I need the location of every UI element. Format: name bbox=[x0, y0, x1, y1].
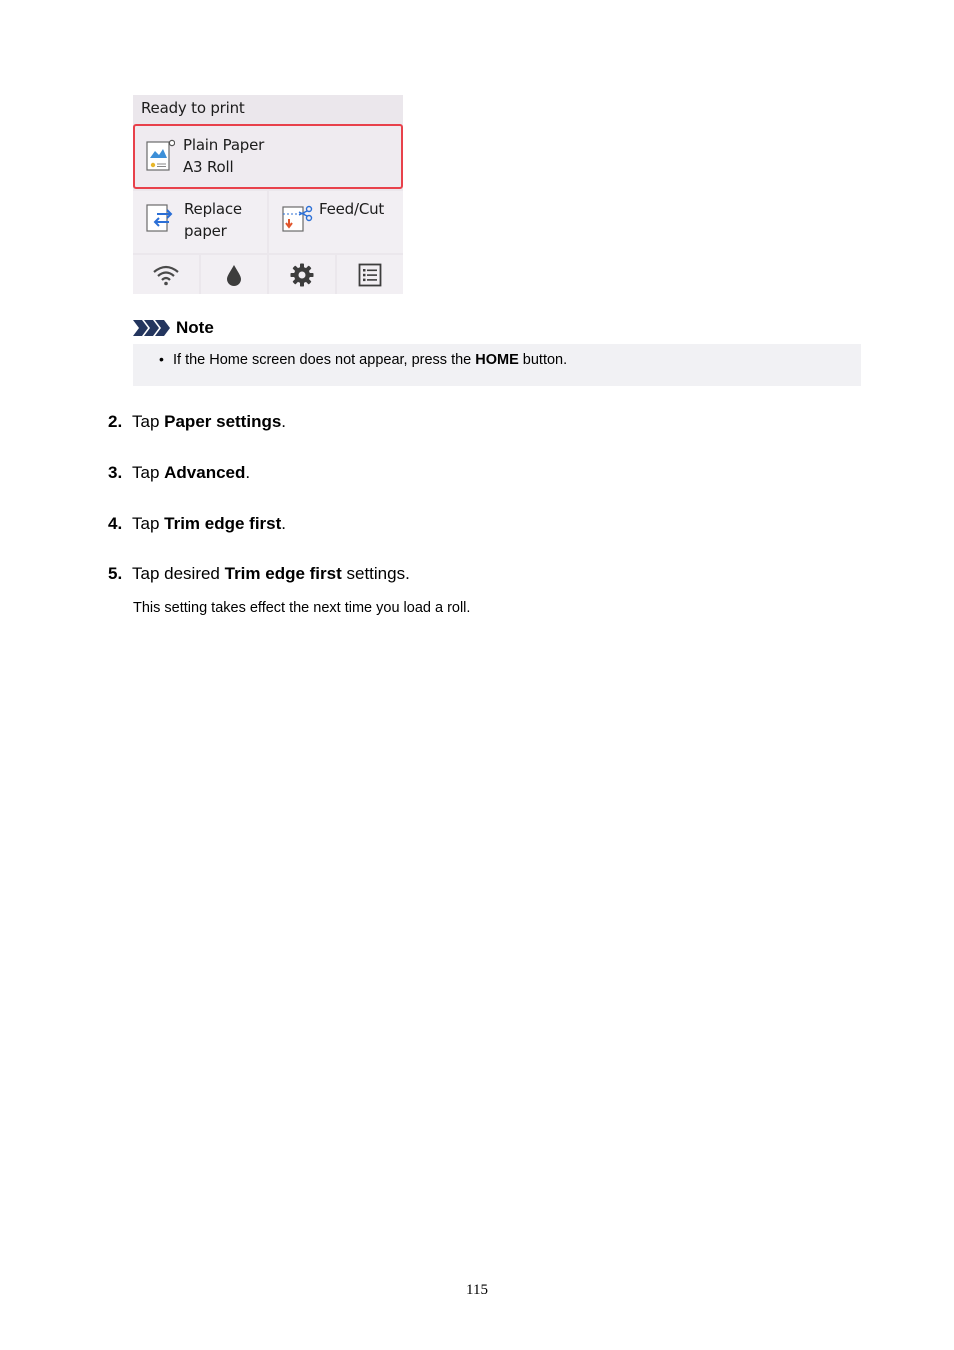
step-2 bbox=[108, 412, 286, 432]
step-5-description: This setting takes effect the next time you load a roll. bbox=[133, 600, 471, 616]
step-3 bbox=[108, 463, 250, 483]
note-text bbox=[173, 352, 567, 368]
paper-settings-button[interactable] bbox=[133, 124, 403, 189]
replace-paper-icon bbox=[145, 203, 175, 233]
replace-paper-label-line2: paper bbox=[184, 222, 227, 240]
feed-cut-icon bbox=[281, 203, 315, 233]
feed-cut-label: Feed/Cut bbox=[319, 200, 385, 218]
note-text-after: button. bbox=[518, 352, 568, 368]
gear-icon bbox=[290, 263, 314, 287]
step-prefix: Tap bbox=[132, 514, 165, 533]
ink-drop-icon bbox=[226, 264, 242, 286]
ink-button[interactable] bbox=[201, 255, 267, 294]
step-suffix: . bbox=[281, 412, 287, 431]
step-number: 2. bbox=[108, 412, 123, 431]
list-icon bbox=[358, 263, 382, 287]
note-text-before: If the Home screen does not appear, press the bbox=[173, 352, 476, 368]
panel-icon-row bbox=[133, 255, 403, 294]
paper-size-label: A3 Roll bbox=[183, 158, 234, 176]
note-bullet: • bbox=[159, 351, 164, 367]
step-suffix: settings. bbox=[341, 564, 410, 583]
step-number: 3. bbox=[108, 463, 123, 482]
paper-roll-icon bbox=[145, 138, 175, 174]
step-5 bbox=[108, 564, 410, 584]
step-bold: Trim edge first bbox=[224, 564, 342, 583]
note-arrows-icon bbox=[133, 320, 171, 336]
note-header bbox=[133, 318, 214, 338]
note-box bbox=[133, 344, 861, 386]
step-suffix: . bbox=[245, 463, 251, 482]
settings-button[interactable] bbox=[269, 255, 335, 294]
page-number: 115 bbox=[466, 1282, 488, 1298]
step-number: 4. bbox=[108, 514, 123, 533]
panel-status-text: Ready to print bbox=[141, 99, 245, 117]
feed-cut-button[interactable] bbox=[269, 191, 403, 253]
step-bold: Trim edge first bbox=[164, 514, 282, 533]
step-number: 5. bbox=[108, 564, 123, 583]
step-4 bbox=[108, 514, 286, 534]
replace-paper-label-line1: Replace bbox=[184, 200, 242, 218]
step-suffix: . bbox=[281, 514, 287, 533]
step-prefix: Tap bbox=[132, 412, 165, 431]
step-prefix: Tap bbox=[132, 463, 165, 482]
panel-action-row bbox=[133, 191, 403, 253]
step-bold: Advanced bbox=[164, 463, 246, 482]
step-prefix: Tap desired bbox=[132, 564, 225, 583]
wifi-icon bbox=[152, 264, 180, 286]
job-list-button[interactable] bbox=[337, 255, 403, 294]
note-text-bold: HOME bbox=[475, 352, 519, 368]
paper-type-label: Plain Paper bbox=[183, 136, 265, 154]
printer-panel-screenshot bbox=[133, 95, 403, 294]
note-title: Note bbox=[176, 318, 214, 337]
step-bold: Paper settings bbox=[164, 412, 282, 431]
replace-paper-button[interactable] bbox=[133, 191, 267, 253]
wifi-button[interactable] bbox=[133, 255, 199, 294]
